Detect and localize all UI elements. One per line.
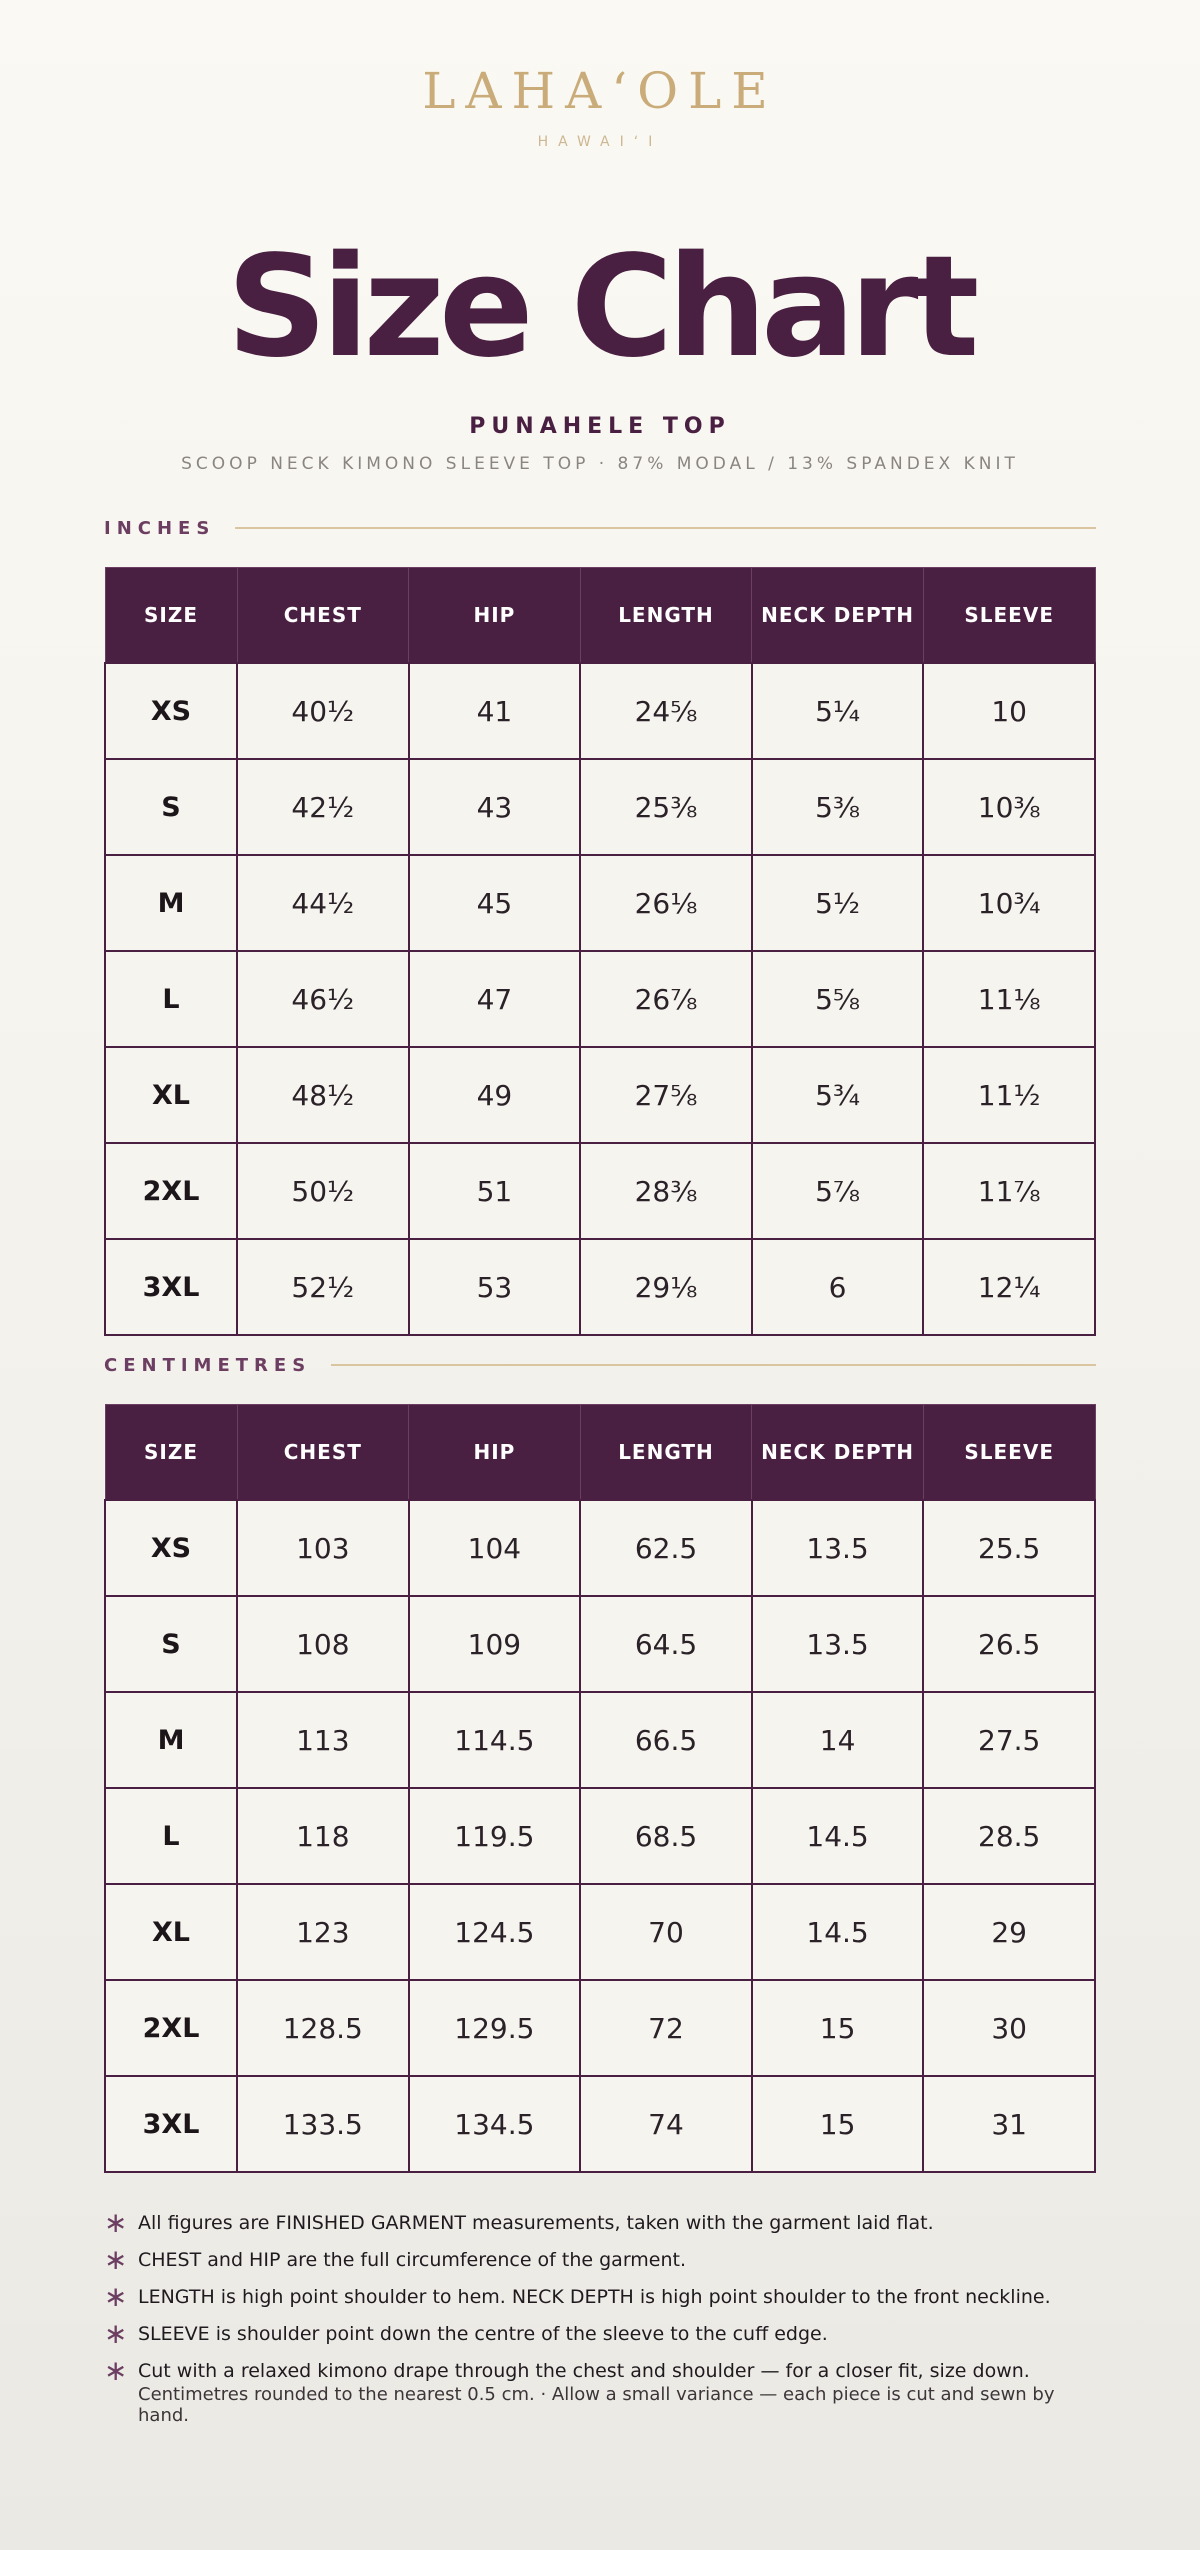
page-title: Size Chart (226, 226, 974, 389)
measurement-cell: 6 (752, 1239, 924, 1335)
measurement-cell: 40½ (237, 663, 409, 759)
brand-subtitle: HAWAIʻI (537, 134, 663, 150)
measurement-cell: 10¾ (923, 855, 1095, 951)
measurement-cell: 43 (409, 759, 581, 855)
table-header-row (105, 568, 1095, 664)
measurement-cell: 52½ (237, 1239, 409, 1335)
centimetres-label: CENTIMETRES (104, 1354, 312, 1376)
column-header: SIZE (105, 568, 237, 664)
measurement-cell: 124.5 (409, 1884, 581, 1980)
measurement-cell: 104 (409, 1500, 581, 1596)
note-text: Cut with a relaxed kimono drape through the chest and shoulder — for a closer fit, size down. (138, 2359, 1030, 2382)
measurement-cell: 129.5 (409, 1980, 581, 2076)
measurement-cell: 74 (580, 2076, 752, 2172)
measurement-cell: 30 (923, 1980, 1095, 2076)
section-divider (331, 1364, 1096, 1366)
size-label-cell: 2XL (105, 1143, 237, 1239)
measurement-cell: 70 (580, 1884, 752, 1980)
section-divider (235, 527, 1096, 529)
column-header: LENGTH (580, 1405, 752, 1501)
note-text: SLEEVE is shoulder point down the centre of the sleeve to the cuff edge. (138, 2322, 828, 2345)
measurement-cell: 10⅜ (923, 759, 1095, 855)
size-label-cell: 3XL (105, 1239, 237, 1335)
table-row (105, 1239, 1095, 1335)
table-row (105, 663, 1095, 759)
measurement-cell: 44½ (237, 855, 409, 951)
table-row (105, 1692, 1095, 1788)
asterisk-icon: ∗ (104, 2279, 128, 2313)
measurement-cell: 134.5 (409, 2076, 581, 2172)
measurement-cell: 12¼ (923, 1239, 1095, 1335)
measurement-cell: 26⅛ (580, 855, 752, 951)
measurement-cell: 13.5 (752, 1500, 924, 1596)
table-row (105, 1143, 1095, 1239)
measurement-cell: 14.5 (752, 1788, 924, 1884)
column-header: CHEST (237, 1405, 409, 1501)
measurement-cell: 108 (237, 1596, 409, 1692)
size-label-cell: XL (105, 1047, 237, 1143)
table-row (105, 1500, 1095, 1596)
measurement-cell: 53 (409, 1239, 581, 1335)
note-text: LENGTH is high point shoulder to hem. NECK DEPTH is high point shoulder to the front neckline. (138, 2285, 1051, 2308)
size-label-cell: S (105, 1596, 237, 1692)
measurement-cell: 31 (923, 2076, 1095, 2172)
column-header: SLEEVE (923, 1405, 1095, 1501)
note-item (104, 2204, 1104, 2241)
measurement-cell: 28.5 (923, 1788, 1095, 1884)
size-label-cell: XL (105, 1884, 237, 1980)
table-row (105, 1047, 1095, 1143)
measurement-cell: 29⅛ (580, 1239, 752, 1335)
asterisk-icon: ∗ (104, 2242, 128, 2276)
note-text: CHEST and HIP are the full circumference of the garment. (138, 2248, 687, 2271)
measurement-cell: 24⅝ (580, 663, 752, 759)
measurement-cell: 45 (409, 855, 581, 951)
measurement-cell: 25.5 (923, 1500, 1095, 1596)
centimetres-size-table (104, 1404, 1096, 2173)
column-header: LENGTH (580, 568, 752, 664)
measurement-cell: 66.5 (580, 1692, 752, 1788)
footnote: Centimetres rounded to the nearest 0.5 cm. · Allow a small variance — each piece is cut and sewn by hand. (138, 2384, 1055, 2426)
measurement-cell: 5¾ (752, 1047, 924, 1143)
centimetres-section-header (104, 1353, 1096, 1377)
size-label-cell: L (105, 951, 237, 1047)
measurement-cell: 11⅞ (923, 1143, 1095, 1239)
measurement-cell: 26⅞ (580, 951, 752, 1047)
measurement-cell: 26.5 (923, 1596, 1095, 1692)
size-label-cell: M (105, 1692, 237, 1788)
size-label-cell: XS (105, 663, 237, 759)
measurement-cell: 47 (409, 951, 581, 1047)
size-label-cell: 3XL (105, 2076, 237, 2172)
measurement-cell: 41 (409, 663, 581, 759)
product-name: PUNAHELE TOP (469, 414, 731, 439)
brand-name: LAHAʻOLE (422, 62, 778, 120)
note-item (104, 2278, 1104, 2315)
measurement-notes (104, 2204, 1104, 2426)
measurement-cell: 27⅝ (580, 1047, 752, 1143)
table-row (105, 1980, 1095, 2076)
measurement-cell: 48½ (237, 1047, 409, 1143)
measurement-cell: 15 (752, 2076, 924, 2172)
measurement-cell: 5½ (752, 855, 924, 951)
column-header: NECK DEPTH (752, 1405, 924, 1501)
size-label-cell: L (105, 1788, 237, 1884)
measurement-cell: 42½ (237, 759, 409, 855)
measurement-cell: 62.5 (580, 1500, 752, 1596)
asterisk-icon: ∗ (104, 2316, 128, 2350)
table-row (105, 2076, 1095, 2172)
column-header: HIP (409, 568, 581, 664)
size-label-cell: S (105, 759, 237, 855)
measurement-cell: 11⅛ (923, 951, 1095, 1047)
measurement-cell: 49 (409, 1047, 581, 1143)
table-row (105, 1596, 1095, 1692)
measurement-cell: 14 (752, 1692, 924, 1788)
measurement-cell: 51 (409, 1143, 581, 1239)
measurement-cell: 27.5 (923, 1692, 1095, 1788)
measurement-cell: 5¼ (752, 663, 924, 759)
table-row (105, 951, 1095, 1047)
measurement-cell: 109 (409, 1596, 581, 1692)
measurement-cell: 114.5 (409, 1692, 581, 1788)
measurement-cell: 28⅜ (580, 1143, 752, 1239)
measurement-cell: 123 (237, 1884, 409, 1980)
inches-label: INCHES (104, 517, 216, 539)
measurement-cell: 68.5 (580, 1788, 752, 1884)
measurement-cell: 11½ (923, 1047, 1095, 1143)
note-item (104, 2315, 1104, 2352)
measurement-cell: 46½ (237, 951, 409, 1047)
product-description: SCOOP NECK KIMONO SLEEVE TOP · 87% MODAL / 13% SPANDEX KNIT (181, 454, 1019, 474)
size-label-cell: 2XL (105, 1980, 237, 2076)
measurement-cell: 64.5 (580, 1596, 752, 1692)
measurement-cell: 10 (923, 663, 1095, 759)
measurement-cell: 25⅜ (580, 759, 752, 855)
size-label-cell: XS (105, 1500, 237, 1596)
table-row (105, 759, 1095, 855)
measurement-cell: 5⅜ (752, 759, 924, 855)
column-header: HIP (409, 1405, 581, 1501)
measurement-cell: 113 (237, 1692, 409, 1788)
measurement-cell: 5⅞ (752, 1143, 924, 1239)
column-header: SIZE (105, 1405, 237, 1501)
inches-size-table (104, 567, 1096, 1336)
table-row (105, 1884, 1095, 1980)
asterisk-icon: ∗ (104, 2205, 128, 2239)
table-row (105, 1788, 1095, 1884)
size-label-cell: M (105, 855, 237, 951)
measurement-cell: 29 (923, 1884, 1095, 1980)
measurement-cell: 72 (580, 1980, 752, 2076)
measurement-cell: 5⅝ (752, 951, 924, 1047)
table-row (105, 855, 1095, 951)
column-header: SLEEVE (923, 568, 1095, 664)
measurement-cell: 118 (237, 1788, 409, 1884)
measurement-cell: 14.5 (752, 1884, 924, 1980)
column-header: NECK DEPTH (752, 568, 924, 664)
column-header: CHEST (237, 568, 409, 664)
measurement-cell: 15 (752, 1980, 924, 2076)
measurement-cell: 13.5 (752, 1596, 924, 1692)
measurement-cell: 50½ (237, 1143, 409, 1239)
note-text: All figures are FINISHED GARMENT measurements, taken with the garment laid flat. (138, 2211, 934, 2234)
measurement-cell: 133.5 (237, 2076, 409, 2172)
measurement-cell: 128.5 (237, 1980, 409, 2076)
asterisk-icon: ∗ (104, 2353, 128, 2387)
inches-section-header (104, 516, 1096, 540)
measurement-cell: 103 (237, 1500, 409, 1596)
measurement-cell: 119.5 (409, 1788, 581, 1884)
table-header-row (105, 1405, 1095, 1501)
note-item (104, 2241, 1104, 2278)
brand-logo (0, 62, 1200, 150)
